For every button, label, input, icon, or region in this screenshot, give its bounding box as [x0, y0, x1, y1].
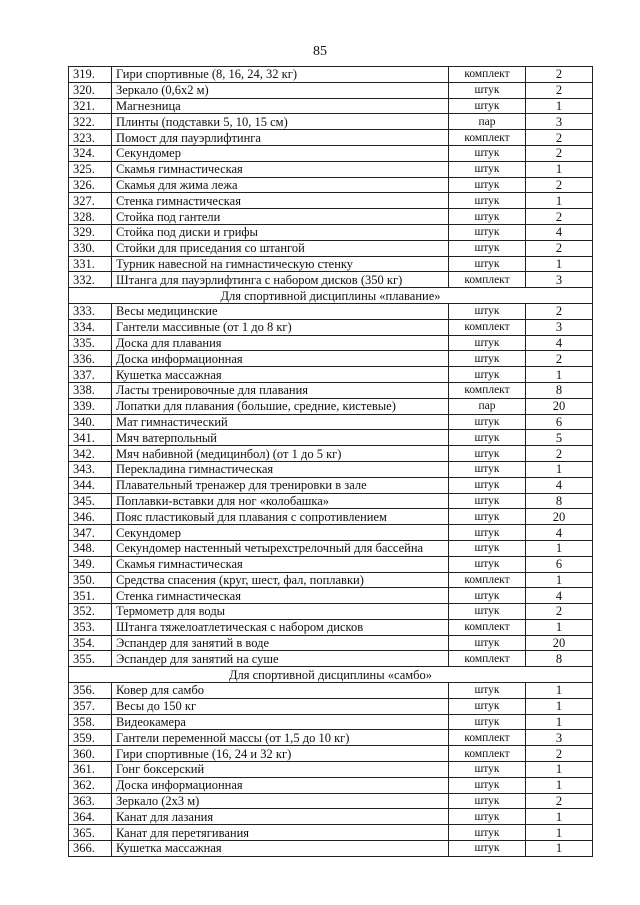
item-name: Штанга для пауэрлифтинга с набором дисков (350 кг) [112, 272, 449, 288]
item-quantity: 1 [526, 256, 593, 272]
item-unit: комплект [449, 319, 526, 335]
item-unit: штук [449, 540, 526, 556]
item-unit: штук [449, 430, 526, 446]
item-name: Лопатки для плавания (большие, средние, кистевые) [112, 398, 449, 414]
item-quantity: 1 [526, 825, 593, 841]
row-number: 321. [69, 98, 112, 114]
table-row [69, 161, 593, 177]
item-name: Гантели массивные (от 1 до 8 кг) [112, 319, 449, 335]
item-unit: пар [449, 398, 526, 414]
item-quantity: 2 [526, 604, 593, 620]
item-unit: штук [449, 556, 526, 572]
row-number: 360. [69, 746, 112, 762]
item-quantity: 2 [526, 240, 593, 256]
item-name: Доска информационная [112, 777, 449, 793]
item-unit: комплект [449, 651, 526, 667]
row-number: 361. [69, 762, 112, 778]
row-number: 344. [69, 477, 112, 493]
item-unit: штук [449, 777, 526, 793]
item-name: Канат для лазания [112, 809, 449, 825]
row-number: 337. [69, 367, 112, 383]
item-quantity: 5 [526, 430, 593, 446]
table-row [69, 793, 593, 809]
item-unit: комплект [449, 619, 526, 635]
item-quantity: 6 [526, 556, 593, 572]
item-name: Мат гимнастический [112, 414, 449, 430]
table-row [69, 272, 593, 288]
item-quantity: 2 [526, 446, 593, 462]
item-unit: штук [449, 414, 526, 430]
item-unit: комплект [449, 730, 526, 746]
row-number: 338. [69, 382, 112, 398]
row-number: 357. [69, 698, 112, 714]
equipment-table-body [69, 67, 593, 857]
item-name: Поплавки-вставки для ног «колобашка» [112, 493, 449, 509]
item-quantity: 1 [526, 841, 593, 857]
item-name: Весы до 150 кг [112, 698, 449, 714]
table-row [69, 651, 593, 667]
item-quantity: 1 [526, 619, 593, 635]
row-number: 326. [69, 177, 112, 193]
item-name: Эспандер для занятий в воде [112, 635, 449, 651]
row-number: 353. [69, 619, 112, 635]
item-unit: штук [449, 635, 526, 651]
item-quantity: 1 [526, 161, 593, 177]
item-unit: комплект [449, 382, 526, 398]
row-number: 362. [69, 777, 112, 793]
page-number: 85 [313, 44, 327, 59]
item-name: Канат для перетягивания [112, 825, 449, 841]
section-row [69, 288, 593, 304]
row-number: 336. [69, 351, 112, 367]
table-row [69, 588, 593, 604]
table-row [69, 762, 593, 778]
table-row [69, 98, 593, 114]
item-name: Гири спортивные (16, 24 и 32 кг) [112, 746, 449, 762]
row-number: 352. [69, 604, 112, 620]
item-quantity: 2 [526, 303, 593, 319]
row-number: 335. [69, 335, 112, 351]
item-quantity: 4 [526, 588, 593, 604]
row-number: 342. [69, 446, 112, 462]
equipment-table [68, 66, 593, 857]
table-row [69, 556, 593, 572]
row-number: 350. [69, 572, 112, 588]
table-row [69, 193, 593, 209]
item-name: Весы медицинские [112, 303, 449, 319]
row-number: 358. [69, 714, 112, 730]
table-row [69, 635, 593, 651]
item-quantity: 2 [526, 82, 593, 98]
item-quantity: 1 [526, 193, 593, 209]
item-name: Секундомер [112, 525, 449, 541]
item-quantity: 4 [526, 477, 593, 493]
row-number: 327. [69, 193, 112, 209]
row-number: 348. [69, 540, 112, 556]
item-name: Секундомер [112, 145, 449, 161]
table-row [69, 114, 593, 130]
item-name: Ласты тренировочные для плавания [112, 382, 449, 398]
row-number: 365. [69, 825, 112, 841]
row-number: 346. [69, 509, 112, 525]
table-row [69, 335, 593, 351]
item-name: Гантели переменной массы (от 1,5 до 10 кг) [112, 730, 449, 746]
row-number: 324. [69, 145, 112, 161]
item-name: Скамья гимнастическая [112, 161, 449, 177]
item-unit: штук [449, 604, 526, 620]
item-quantity: 2 [526, 67, 593, 83]
item-quantity: 20 [526, 509, 593, 525]
item-name: Мяч ватерпольный [112, 430, 449, 446]
item-name: Средства спасения (круг, шест, фал, поплавки) [112, 572, 449, 588]
row-number: 330. [69, 240, 112, 256]
table-row [69, 67, 593, 83]
table-row [69, 604, 593, 620]
item-quantity: 20 [526, 635, 593, 651]
item-quantity: 3 [526, 730, 593, 746]
item-quantity: 1 [526, 762, 593, 778]
item-name: Гири спортивные (8, 16, 24, 32 кг) [112, 67, 449, 83]
item-quantity: 1 [526, 698, 593, 714]
table-row [69, 367, 593, 383]
table-row [69, 698, 593, 714]
table-row [69, 461, 593, 477]
item-name: Магнезница [112, 98, 449, 114]
item-name: Гонг боксерский [112, 762, 449, 778]
table-row [69, 509, 593, 525]
item-unit: штук [449, 193, 526, 209]
row-number: 345. [69, 493, 112, 509]
table-row [69, 177, 593, 193]
item-quantity: 4 [526, 224, 593, 240]
item-unit: штук [449, 477, 526, 493]
row-number: 339. [69, 398, 112, 414]
item-name: Эспандер для занятий на суше [112, 651, 449, 667]
item-unit: штук [449, 82, 526, 98]
table-row [69, 683, 593, 699]
item-name: Зеркало (2х3 м) [112, 793, 449, 809]
item-quantity: 1 [526, 98, 593, 114]
item-unit: штук [449, 98, 526, 114]
item-unit: штук [449, 588, 526, 604]
item-unit: штук [449, 303, 526, 319]
table-row [69, 809, 593, 825]
row-number: 359. [69, 730, 112, 746]
row-number: 323. [69, 130, 112, 146]
item-name: Стенка гимнастическая [112, 588, 449, 604]
item-quantity: 2 [526, 177, 593, 193]
table-row [69, 714, 593, 730]
item-unit: штук [449, 209, 526, 225]
row-number: 331. [69, 256, 112, 272]
row-number: 325. [69, 161, 112, 177]
item-name: Видеокамера [112, 714, 449, 730]
table-row [69, 209, 593, 225]
item-name: Плавательный тренажер для тренировки в зале [112, 477, 449, 493]
row-number: 364. [69, 809, 112, 825]
item-quantity: 4 [526, 335, 593, 351]
row-number: 356. [69, 683, 112, 699]
row-number: 341. [69, 430, 112, 446]
table-row [69, 351, 593, 367]
table-row [69, 619, 593, 635]
table-row [69, 130, 593, 146]
table-row [69, 493, 593, 509]
row-number: 332. [69, 272, 112, 288]
item-name: Стойка под гантели [112, 209, 449, 225]
item-quantity: 2 [526, 145, 593, 161]
item-unit: штук [449, 461, 526, 477]
item-quantity: 1 [526, 809, 593, 825]
row-number: 347. [69, 525, 112, 541]
row-number: 349. [69, 556, 112, 572]
item-quantity: 3 [526, 114, 593, 130]
item-quantity: 1 [526, 367, 593, 383]
item-quantity: 8 [526, 382, 593, 398]
row-number: 351. [69, 588, 112, 604]
item-unit: штук [449, 351, 526, 367]
item-name: Кушетка массажная [112, 841, 449, 857]
item-name: Скамья для жима лежа [112, 177, 449, 193]
item-quantity: 2 [526, 209, 593, 225]
item-name: Ковер для самбо [112, 683, 449, 699]
table-row [69, 256, 593, 272]
table-row [69, 746, 593, 762]
item-name: Доска для плавания [112, 335, 449, 351]
item-unit: штук [449, 240, 526, 256]
row-number: 366. [69, 841, 112, 857]
table-row [69, 841, 593, 857]
item-quantity: 1 [526, 540, 593, 556]
item-name: Штанга тяжелоатлетическая с набором дисков [112, 619, 449, 635]
item-unit: штук [449, 825, 526, 841]
item-name: Помост для пауэрлифтинга [112, 130, 449, 146]
row-number: 354. [69, 635, 112, 651]
item-unit: штук [449, 509, 526, 525]
item-quantity: 1 [526, 461, 593, 477]
table-row [69, 777, 593, 793]
item-quantity: 1 [526, 777, 593, 793]
item-unit: штук [449, 493, 526, 509]
item-name: Стенка гимнастическая [112, 193, 449, 209]
row-number: 328. [69, 209, 112, 225]
row-number: 320. [69, 82, 112, 98]
item-unit: штук [449, 698, 526, 714]
item-name: Мяч набивной (медицинбол) (от 1 до 5 кг) [112, 446, 449, 462]
table-row [69, 398, 593, 414]
item-unit: пар [449, 114, 526, 130]
item-name: Секундомер настенный четырехстрелочный для бассейна [112, 540, 449, 556]
item-unit: штук [449, 161, 526, 177]
section-title: Для спортивной дисциплины «самбо» [69, 667, 593, 683]
item-unit: штук [449, 793, 526, 809]
item-unit: штук [449, 177, 526, 193]
item-name: Стойки для приседания со штангой [112, 240, 449, 256]
item-quantity: 6 [526, 414, 593, 430]
item-unit: штук [449, 367, 526, 383]
table-row [69, 382, 593, 398]
item-unit: штук [449, 525, 526, 541]
row-number: 340. [69, 414, 112, 430]
table-row [69, 224, 593, 240]
item-quantity: 2 [526, 746, 593, 762]
table-row [69, 414, 593, 430]
row-number: 343. [69, 461, 112, 477]
item-quantity: 1 [526, 714, 593, 730]
item-unit: штук [449, 683, 526, 699]
row-number: 363. [69, 793, 112, 809]
table-row [69, 477, 593, 493]
item-name: Плинты (подставки 5, 10, 15 см) [112, 114, 449, 130]
table-row [69, 82, 593, 98]
item-quantity: 4 [526, 525, 593, 541]
table-row [69, 525, 593, 541]
item-name: Скамья гимнастическая [112, 556, 449, 572]
item-unit: штук [449, 256, 526, 272]
row-number: 329. [69, 224, 112, 240]
item-quantity: 3 [526, 319, 593, 335]
row-number: 322. [69, 114, 112, 130]
item-name: Термометр для воды [112, 604, 449, 620]
item-quantity: 8 [526, 493, 593, 509]
table-row [69, 730, 593, 746]
table-row [69, 446, 593, 462]
section-row [69, 667, 593, 683]
table-row [69, 572, 593, 588]
item-name: Зеркало (0,6х2 м) [112, 82, 449, 98]
item-name: Доска информационная [112, 351, 449, 367]
table-row [69, 240, 593, 256]
table-row [69, 303, 593, 319]
item-name: Перекладина гимнастическая [112, 461, 449, 477]
item-unit: штук [449, 714, 526, 730]
item-unit: комплект [449, 272, 526, 288]
item-unit: комплект [449, 130, 526, 146]
item-unit: комплект [449, 572, 526, 588]
item-quantity: 2 [526, 351, 593, 367]
item-unit: штук [449, 841, 526, 857]
item-name: Пояс пластиковый для плавания с сопротивлением [112, 509, 449, 525]
item-unit: комплект [449, 746, 526, 762]
item-unit: штук [449, 446, 526, 462]
item-name: Турник навесной на гимнастическую стенку [112, 256, 449, 272]
row-number: 333. [69, 303, 112, 319]
item-unit: штук [449, 762, 526, 778]
table-row [69, 430, 593, 446]
item-quantity: 1 [526, 572, 593, 588]
item-quantity: 2 [526, 130, 593, 146]
row-number: 355. [69, 651, 112, 667]
table-row [69, 145, 593, 161]
item-unit: штук [449, 335, 526, 351]
item-quantity: 20 [526, 398, 593, 414]
item-unit: штук [449, 145, 526, 161]
item-quantity: 1 [526, 683, 593, 699]
row-number: 334. [69, 319, 112, 335]
table-row [69, 540, 593, 556]
row-number: 319. [69, 67, 112, 83]
section-title: Для спортивной дисциплины «плавание» [69, 288, 593, 304]
table-row [69, 319, 593, 335]
item-quantity: 8 [526, 651, 593, 667]
item-unit: штук [449, 224, 526, 240]
item-quantity: 2 [526, 793, 593, 809]
item-name: Кушетка массажная [112, 367, 449, 383]
item-unit: комплект [449, 67, 526, 83]
item-name: Стойка под диски и грифы [112, 224, 449, 240]
item-unit: штук [449, 809, 526, 825]
table-row [69, 825, 593, 841]
item-quantity: 3 [526, 272, 593, 288]
